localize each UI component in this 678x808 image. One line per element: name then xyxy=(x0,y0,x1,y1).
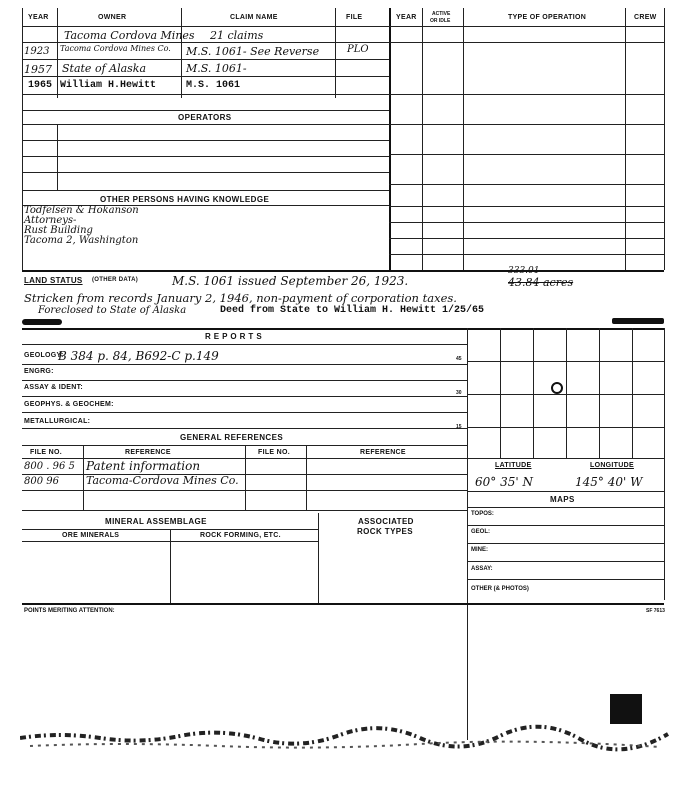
col-file-no-2: FILE NO. xyxy=(258,449,290,456)
land-status-line-1: M.S. 1061 issued September 26, 1923. xyxy=(172,274,409,288)
owner-row-4-claim: M.S. 1061 xyxy=(186,80,241,91)
land-status-line-3-prefix: Foreclosed to State of Alaska xyxy=(38,305,187,316)
right-row-line xyxy=(389,42,664,43)
right-row-line xyxy=(389,238,664,239)
maps-underline xyxy=(467,507,664,508)
col-claim-name: CLAIM NAME xyxy=(230,14,278,21)
maps-title: MAPS xyxy=(550,495,575,504)
other-person-line-4: Tacoma 2, Washington xyxy=(24,235,139,246)
gr-row-line xyxy=(22,490,467,491)
latitude-label: LATITUDE xyxy=(495,462,532,469)
operators-col-divider xyxy=(57,124,58,190)
col-reference-2: REFERENCE xyxy=(360,449,406,456)
location-marker-icon xyxy=(551,382,563,394)
other-person-line-3: Rust Building xyxy=(24,225,93,236)
gr-row-1-reference: Patent information xyxy=(86,459,201,473)
land-status-acres: 43.84 acres xyxy=(508,276,574,289)
longitude-label: LONGITUDE xyxy=(590,462,634,469)
row-line xyxy=(22,76,389,77)
owner-row-3-claim: M.S. 1061- xyxy=(186,62,247,75)
general-references-title: GENERAL REFERENCES xyxy=(180,433,284,442)
grid-line xyxy=(467,361,664,362)
land-status-sublabel: (OTHER DATA) xyxy=(92,277,139,283)
col-year2: YEAR xyxy=(396,14,417,21)
owner-col-divider xyxy=(181,8,182,98)
maps-mine: MINE: xyxy=(471,547,488,553)
grid-number-30: 30 xyxy=(456,390,462,396)
col-reference: REFERENCE xyxy=(125,449,171,456)
maps-right-border xyxy=(664,328,665,600)
grid-number-15: 15 xyxy=(456,424,462,430)
year2-col-divider xyxy=(422,8,423,270)
owner-row-1-claim: 21 claims xyxy=(210,29,264,42)
maps-row-line xyxy=(467,579,664,580)
reports-underline xyxy=(22,344,467,345)
owner-row-2-year: 1923 xyxy=(24,46,50,57)
col-year: YEAR xyxy=(28,14,49,21)
grid-line xyxy=(500,328,501,458)
mineral-title: MINERAL ASSEMBLAGE xyxy=(105,517,207,526)
mineral-col-divider xyxy=(170,529,171,603)
row-line xyxy=(22,42,389,43)
operators-row-line xyxy=(22,156,389,157)
other-person-line-1: Todfelsen & Hokanson xyxy=(24,205,139,216)
gr-col-divider xyxy=(306,445,307,510)
left-border xyxy=(22,8,23,270)
right-row-line xyxy=(389,222,664,223)
col-file: FILE xyxy=(346,14,363,21)
owner-row-1-owner: Tacoma Cordova Mines xyxy=(64,29,195,42)
operators-row-line xyxy=(22,140,389,141)
rock-types-label: ROCK TYPES xyxy=(357,527,414,536)
col-crew: CREW xyxy=(634,14,657,21)
right-border xyxy=(664,8,665,270)
grid-line xyxy=(599,328,600,458)
maps-topos: TOPOS: xyxy=(471,511,494,517)
report-row-line xyxy=(22,380,467,381)
grid-line xyxy=(467,427,664,428)
owner-row-2-file: PLO xyxy=(347,44,369,55)
header-underline xyxy=(22,26,664,27)
grid-number-45: 45 xyxy=(456,356,462,362)
metallurgical-label: METALLURGICAL: xyxy=(24,418,91,425)
maps-other: OTHER (& PHOTOS) xyxy=(471,586,529,592)
col-type-of-operation: TYPE OF OPERATION xyxy=(508,14,587,21)
ink-block xyxy=(610,694,642,724)
form-number: SF 7613 xyxy=(646,608,665,614)
scan-noise xyxy=(20,724,670,754)
owner-row-4-year: 1965 xyxy=(28,80,53,91)
longitude-value: 145° 40' W xyxy=(575,475,643,489)
operators-top-line xyxy=(22,110,389,111)
ink-smudge xyxy=(612,318,664,324)
year-col-divider xyxy=(57,8,58,98)
active-col-divider xyxy=(463,8,464,270)
land-status-line-2: Stricken from records January 2, 1946, non-payment of corporation taxes. xyxy=(24,291,457,305)
col-idle: OR IDLE xyxy=(430,18,451,24)
reports-right-divider xyxy=(467,328,468,740)
operators-title: OPERATORS xyxy=(178,113,232,122)
owner-row-2-owner: Tacoma Cordova Mines Co. xyxy=(60,44,171,53)
maps-assay: ASSAY: xyxy=(471,566,493,572)
latitude-value: 60° 35' N xyxy=(475,475,533,489)
grid-line xyxy=(566,328,567,458)
grid-line xyxy=(467,394,664,395)
gr-col-divider xyxy=(245,445,246,510)
other-person-line-2: Attorneys- xyxy=(24,215,77,226)
associated-divider xyxy=(318,513,319,603)
owner-row-3-year: 1957 xyxy=(24,63,52,76)
rock-forming-label: ROCK FORMING, ETC. xyxy=(200,532,281,539)
report-row-line xyxy=(22,396,467,397)
right-row-line xyxy=(389,94,664,95)
gr-row-2-file: 800 96 xyxy=(24,476,59,487)
row-line xyxy=(22,59,389,60)
gr-row-line xyxy=(22,510,467,511)
maps-geol: GEOL: xyxy=(471,529,490,535)
mineral-bottom-line xyxy=(22,603,664,605)
claim-col-divider xyxy=(335,8,336,98)
right-row-line xyxy=(389,206,664,207)
operators-row-line xyxy=(22,172,389,173)
col-file-no: FILE NO. xyxy=(30,449,62,456)
section-divider xyxy=(389,8,391,270)
geophys-label: GEOPHYS. & GEOCHEM: xyxy=(24,401,114,408)
right-row-line xyxy=(389,184,664,185)
geology-label: GEOLOGY: xyxy=(24,352,64,359)
ink-smudge xyxy=(22,319,62,325)
right-row-line xyxy=(389,254,664,255)
report-row-line xyxy=(22,412,467,413)
owner-row-3-owner: State of Alaska xyxy=(62,62,147,75)
reports-title: R E P O R T S xyxy=(205,332,263,341)
land-status-label: LAND STATUS xyxy=(24,276,83,285)
grid-line xyxy=(467,458,664,459)
owner-row-4-owner: William H.Hewitt xyxy=(60,80,157,91)
grid-line xyxy=(533,328,534,458)
right-row-line xyxy=(389,154,664,155)
associated-label: ASSOCIATED xyxy=(358,517,414,526)
top-section-bottom-line xyxy=(22,270,664,272)
report-row-line xyxy=(22,428,467,429)
reports-top-line xyxy=(22,328,664,330)
ore-minerals-label: ORE MINERALS xyxy=(62,532,120,539)
other-persons-title: OTHER PERSONS HAVING KNOWLEDGE xyxy=(100,195,270,204)
col-active: ACTIVE xyxy=(432,11,451,17)
engrg-label: ENGRG: xyxy=(24,368,54,375)
grid-line xyxy=(632,328,633,458)
acres-correction: 333.01 xyxy=(508,266,540,276)
owner-row-2-claim: M.S. 1061- See Reverse xyxy=(186,45,320,58)
land-status-line-3-typed: Deed from State to William H. Hewitt 1/25/65 xyxy=(220,305,485,316)
gr-row-2-reference: Tacoma-Cordova Mines Co. xyxy=(86,474,239,487)
row-line xyxy=(22,94,389,95)
type-col-divider xyxy=(625,8,626,270)
maps-row-line xyxy=(467,525,664,526)
gr-row-1-file: 800 . 96 5 xyxy=(24,461,75,472)
maps-row-line xyxy=(467,543,664,544)
right-row-line xyxy=(389,124,664,125)
maps-top-line xyxy=(467,491,664,492)
assay-label: ASSAY & IDENT: xyxy=(24,384,84,391)
report-row-line xyxy=(22,364,467,365)
geology-value: B 384 p. 84, B692-C p.149 xyxy=(58,349,219,363)
col-owner: OWNER xyxy=(98,14,127,21)
maps-row-line xyxy=(467,561,664,562)
operators-row-line xyxy=(22,124,389,125)
points-label: POINTS MERITING ATTENTION: xyxy=(24,608,115,614)
gr-col-divider xyxy=(83,445,84,510)
other-persons-top-line xyxy=(22,190,389,191)
